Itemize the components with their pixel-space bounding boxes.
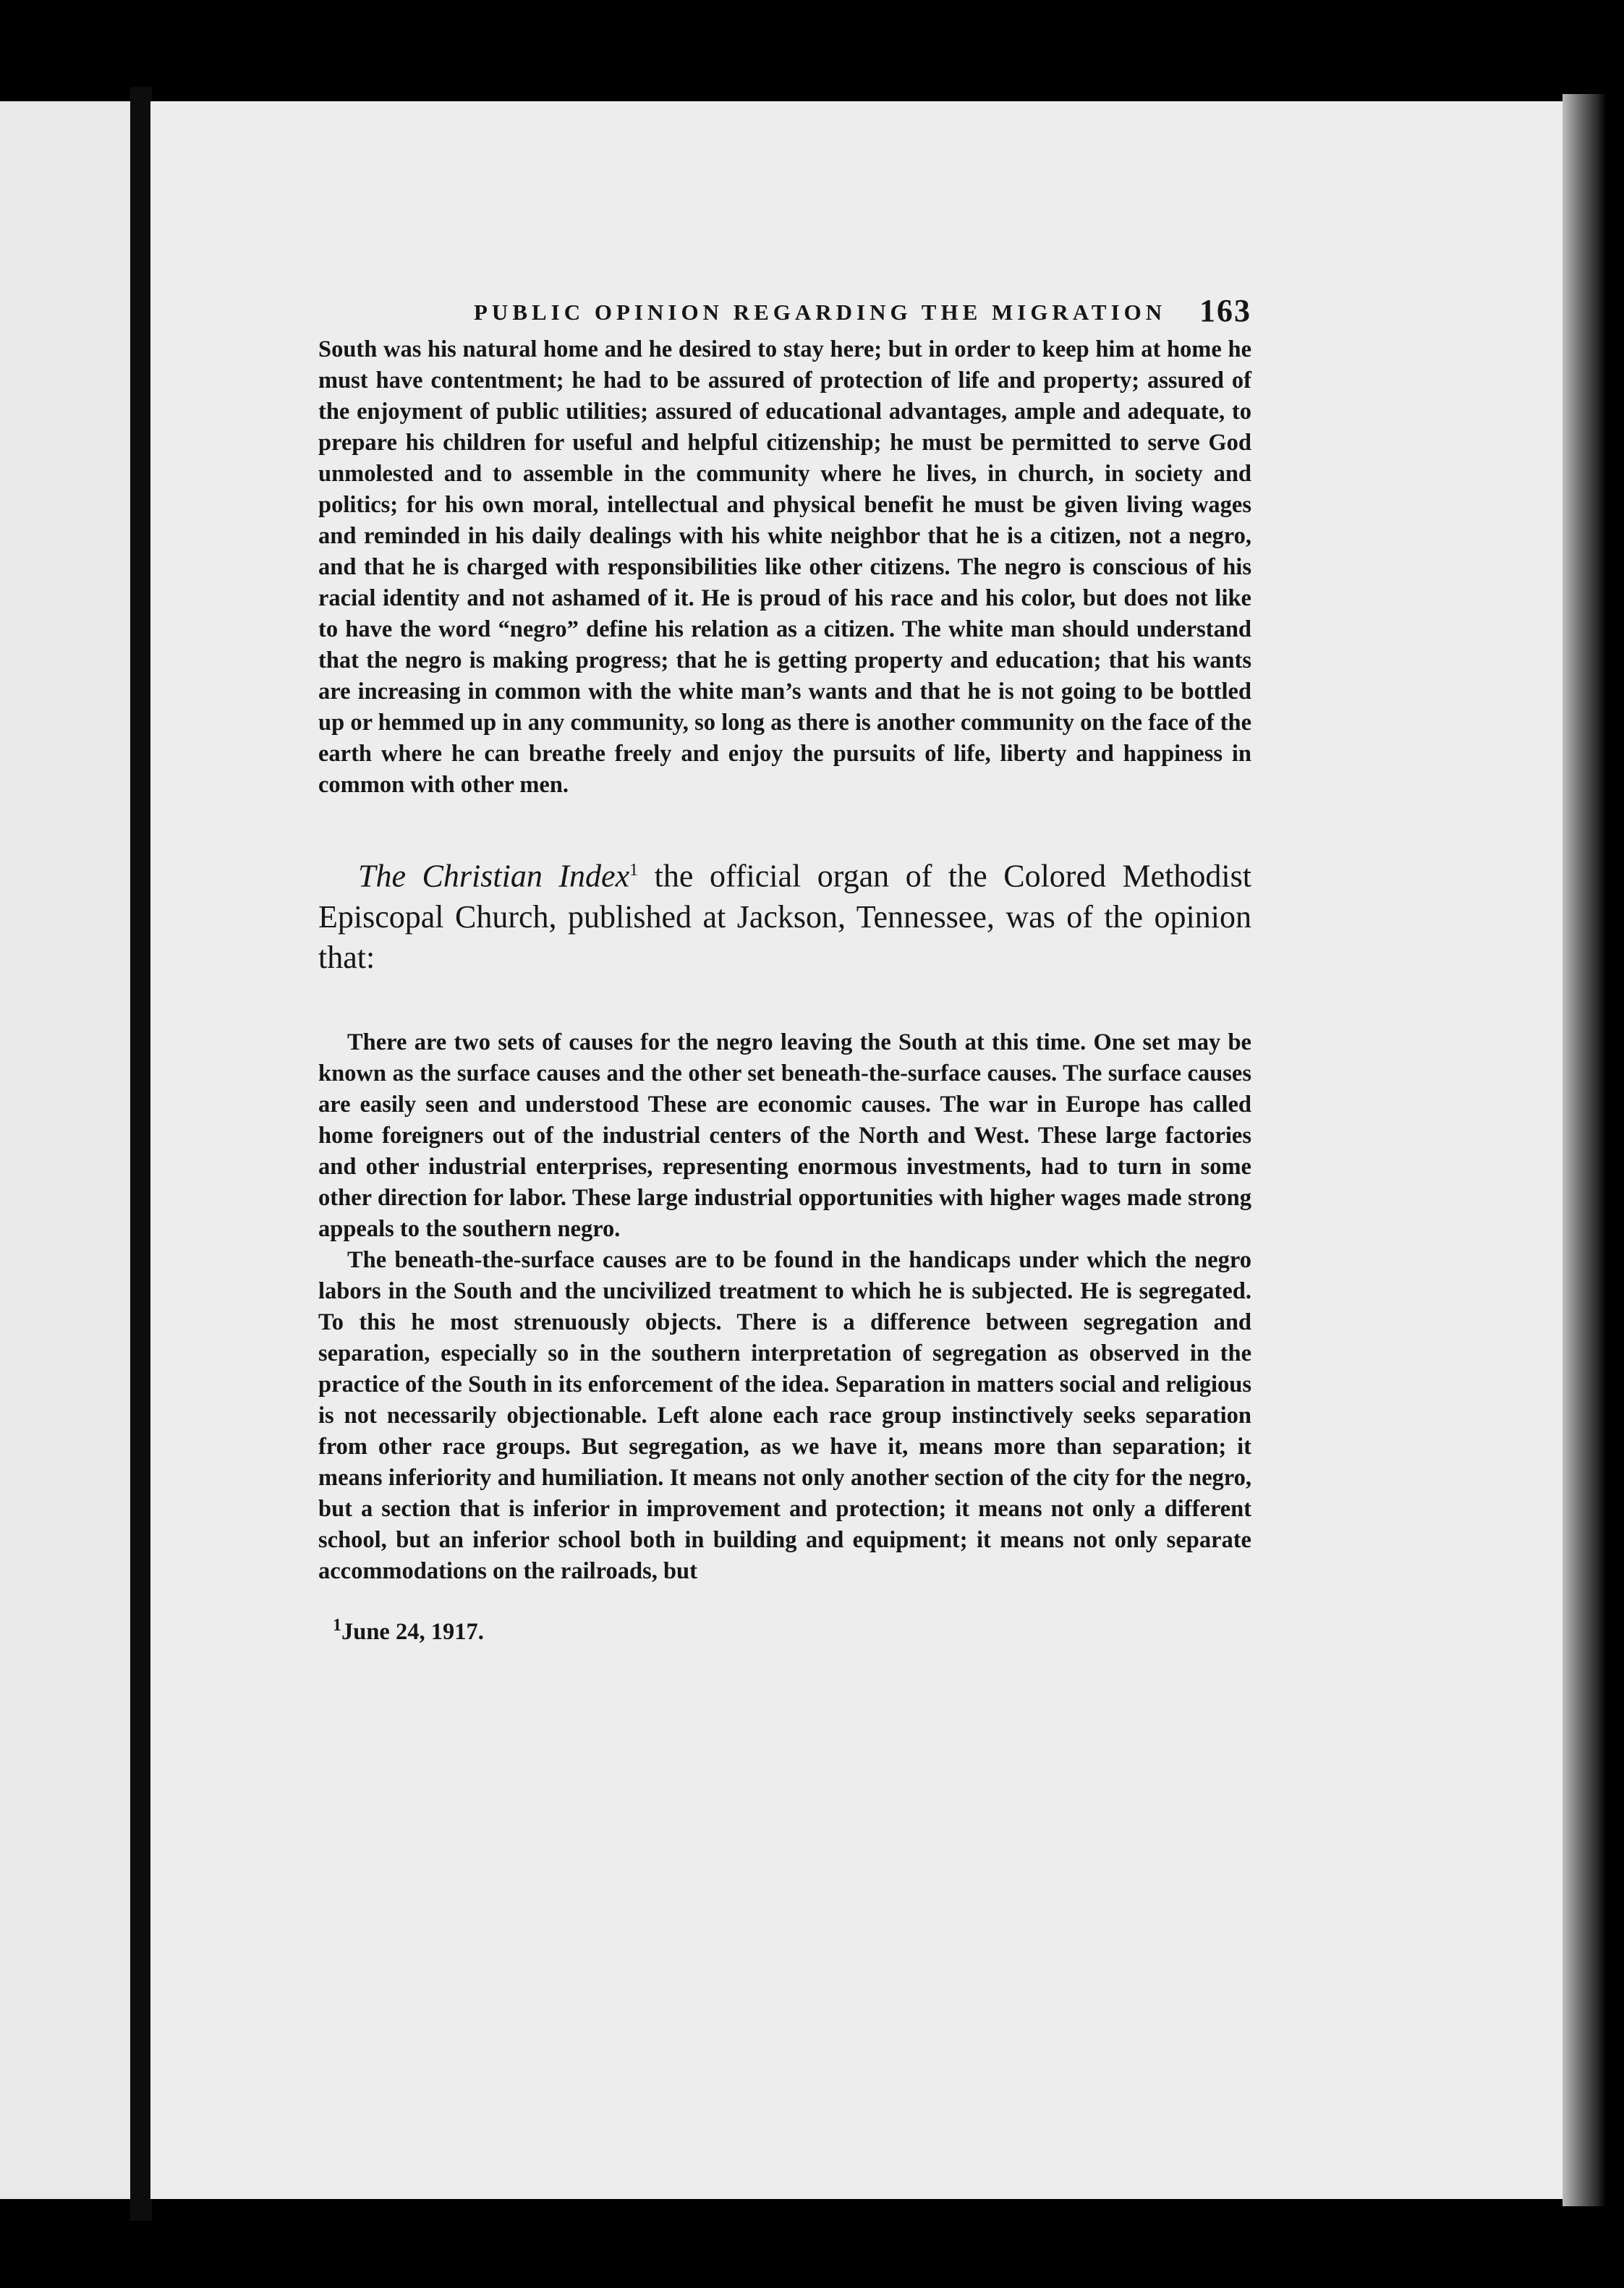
facing-page-edge (0, 101, 132, 2199)
book-gutter (130, 87, 152, 2221)
footnote-text: June 24, 1917. (341, 1618, 484, 1645)
running-head-title: PUBLIC OPINION REGARDING THE MIGRATION (474, 299, 1167, 325)
intro-text: the official organ of the Colored Methodist Episcopal Church, published at Jackson, Tennessee, was of the opinion that: (318, 858, 1251, 975)
intro-paragraph (318, 850, 1251, 978)
quote-paragraph-1: There are two sets of causes for the negro leaving the South at this time. One set may be known as the surface causes and the other set beneath-the-surface causes. The surface causes are easily seen and understood These are economic causes. The war in Europe has called home foreigners out of the industrial centers of the North and West. These large factories and other industrial enterprises, representing enormous investments, had to turn in some other direction for labor. These large industrial opportunities with higher wages made strong appeals to the southern negro. (318, 1029, 1251, 1242)
footnote-mark: 1 (333, 1615, 341, 1635)
running-head (318, 289, 1251, 333)
footnote (318, 1616, 1251, 1646)
publication-title: The Christian Index (358, 858, 630, 894)
page-content (318, 289, 1251, 1645)
block-quote-continued: South was his natural home and he desired to stay here; but in order to keep him at home he must have contentment; he had to be assured of protection of life and property; assured of the enjoyment of public utilities; assured of educational advantages, ample and adequate, to prepare his children for useful and helpful citizenship; he must be permitted to serve God unmolested and to assemble in the community where he lives, in church, in society and politics; for his own moral, intellectual and physical benefit he must be given living wages and reminded in his daily dealings with his white neighbor that he is a citizen, not a negro, and that he is charged with responsibilities like other citizens. The negro is conscious of his racial identity and not ashamed of it. He is proud of his race and his color, but does not like to have the word “negro” define his relation as a citizen. The white man should understand that the negro is making progress; that he is getting property and education; that his wants are increasing in common with the white man’s wants and that he is not going to be bottled up or hemmed up in any community, so long as there is another community on the face of the earth where he can breathe freely and enjoy the pursuits of life, liberty and happiness in common with other men. (318, 336, 1251, 798)
page-number: 163 (1199, 293, 1251, 328)
page-edge-shadow (1563, 94, 1606, 2206)
footnote-reference: 1 (629, 861, 639, 880)
quote-paragraph-2: The beneath-the-surface causes are to be found in the handicaps under which the negro labors in the South and the uncivilized treatment to which he is subjected. He is segregated. To this he most strenuously objects. There is a difference between segregation and separation, especially so in the southern interpretation of segregation as observed in the practice of the South in its enforcement of the idea. Separation in matters social and religious is not necessarily objectionable. Left alone each race group instinctively seeks separation from other race groups. But segregation, as we have it, means more than separation; it means inferiority and humiliation. It means not only another section of the city for the negro, but a section that is inferior in improvement and protection; it means not only a different school, but an inferior school both in building and equipment; it means not only separate accommodations on the railroads, but (318, 1246, 1251, 1584)
block-quote (318, 1027, 1251, 1587)
